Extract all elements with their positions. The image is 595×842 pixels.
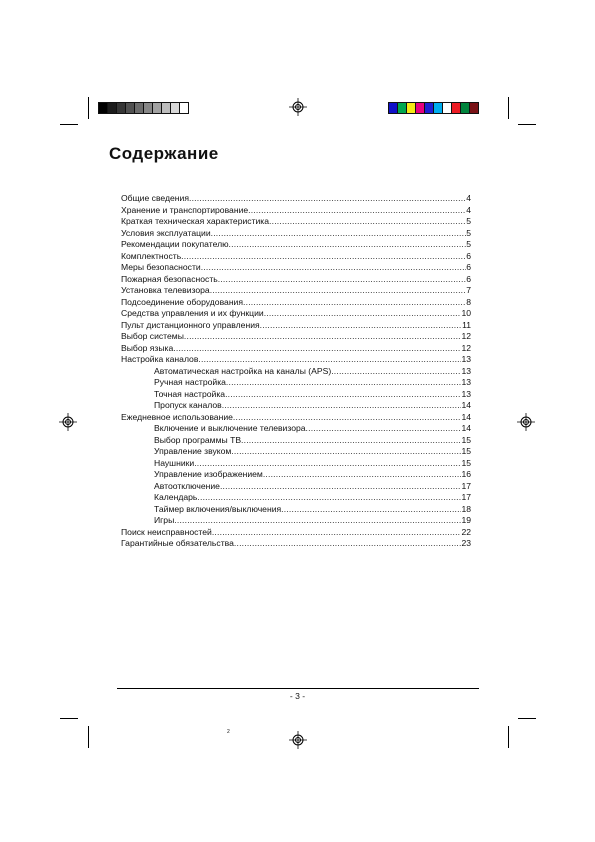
toc-entry-title: Таймер включения/выключения	[154, 503, 282, 514]
toc-entry-title: Общие сведения	[121, 193, 189, 203]
color-swatch	[179, 102, 189, 114]
table-of-contents	[121, 193, 471, 550]
toc-entry[interactable]	[121, 239, 471, 251]
toc-entry[interactable]	[121, 423, 471, 435]
toc-entry[interactable]	[121, 228, 471, 240]
toc-entry-page: 14	[461, 400, 471, 410]
crop-mark	[60, 718, 78, 719]
toc-entry-page: 5	[466, 227, 471, 238]
toc-entry-title: Меры безопасности	[121, 262, 201, 272]
toc-leader-dots	[218, 274, 466, 286]
toc-leader-dots	[231, 446, 461, 458]
crop-mark	[518, 718, 536, 719]
toc-entry[interactable]	[121, 446, 471, 458]
toc-entry-title: Включение и выключение телевизора	[154, 423, 306, 433]
toc-entry-title: Рекомендации покупателю	[121, 239, 229, 249]
crop-mark	[60, 124, 78, 125]
toc-leader-dots	[220, 481, 461, 493]
toc-entry-title: Пропуск каналов	[154, 400, 222, 410]
toc-leader-dots	[243, 297, 466, 309]
toc-entry-title: Наушники	[154, 457, 195, 468]
toc-entry-title: Ежедневное использование	[121, 411, 233, 422]
toc-entry[interactable]	[121, 366, 471, 378]
toc-entry-title: Настройка каналов	[121, 354, 199, 364]
toc-entry[interactable]	[121, 435, 471, 447]
toc-entry[interactable]	[121, 285, 471, 297]
toc-entry-page: 22	[461, 526, 471, 537]
toc-entry-page: 13	[461, 377, 471, 387]
toc-entry[interactable]	[121, 262, 471, 274]
toc-entry[interactable]	[121, 193, 471, 205]
color-control-bar	[388, 102, 478, 114]
toc-entry-page: 11	[462, 319, 471, 330]
toc-leader-dots	[234, 538, 462, 550]
grayscale-color-bar	[98, 102, 188, 114]
toc-entry[interactable]	[121, 216, 471, 228]
toc-entry-page: 12	[461, 342, 471, 353]
toc-leader-dots	[263, 469, 462, 481]
toc-leader-dots	[269, 216, 466, 228]
toc-leader-dots	[210, 285, 467, 297]
toc-entry[interactable]	[121, 343, 471, 355]
toc-entry-title: Автоматическая настройка на каналы (APS)	[154, 365, 332, 376]
toc-leader-dots	[241, 435, 461, 447]
toc-entry-title: Краткая техническая характеристика	[121, 216, 270, 226]
toc-entry[interactable]	[121, 320, 471, 332]
toc-leader-dots	[264, 308, 462, 320]
toc-entry-title: Выбор программы ТВ	[154, 434, 242, 445]
toc-entry[interactable]	[121, 297, 471, 309]
toc-entry-title: Средства управления и их функции	[121, 308, 264, 318]
toc-entry-page: 17	[461, 492, 471, 502]
toc-leader-dots	[306, 423, 462, 435]
toc-entry-page: 7	[466, 285, 471, 295]
toc-entry[interactable]	[121, 469, 471, 481]
toc-entry-page: 23	[461, 538, 471, 548]
toc-entry-page: 13	[461, 354, 471, 364]
toc-entry-title: Точная настройка	[154, 388, 226, 399]
toc-entry[interactable]	[121, 538, 471, 550]
toc-leader-dots	[181, 251, 466, 263]
toc-entry-page: 4	[466, 204, 471, 215]
toc-entry[interactable]	[121, 389, 471, 401]
toc-entry-page: 14	[461, 411, 471, 422]
toc-entry-page: 6	[466, 273, 471, 284]
toc-leader-dots	[331, 366, 461, 378]
toc-entry[interactable]	[121, 205, 471, 217]
toc-entry-page: 6	[466, 262, 471, 272]
toc-entry-title: Выбор системы	[121, 331, 184, 341]
toc-leader-dots	[189, 193, 466, 205]
toc-entry[interactable]	[121, 308, 471, 320]
toc-leader-dots	[222, 400, 462, 412]
toc-entry[interactable]	[121, 377, 471, 389]
toc-entry-title: Поиск неисправностей	[121, 526, 212, 537]
toc-entry-page: 5	[466, 216, 471, 226]
toc-entry-page: 5	[466, 239, 471, 249]
toc-entry-title: Игры	[154, 515, 175, 525]
toc-leader-dots	[225, 389, 461, 401]
toc-leader-dots	[184, 331, 462, 343]
toc-entry[interactable]	[121, 458, 471, 470]
registration-mark-icon	[289, 731, 307, 749]
toc-entry[interactable]	[121, 481, 471, 493]
toc-entry[interactable]	[121, 354, 471, 366]
toc-entry-page: 18	[461, 503, 471, 514]
toc-leader-dots	[211, 228, 467, 240]
page-number: - 3 -	[289, 691, 306, 701]
crop-mark	[88, 726, 89, 748]
toc-entry-title: Установка телевизора	[121, 285, 210, 295]
toc-entry-page: 15	[461, 446, 471, 456]
registration-mark-icon	[517, 413, 535, 431]
toc-entry-title: Управление изображением	[154, 469, 263, 479]
toc-entry-title: Автоотключение	[154, 480, 220, 491]
toc-entry-title: Комплектность	[121, 250, 182, 261]
toc-entry-title: Выбор языка	[121, 342, 174, 353]
toc-entry-page: 14	[461, 423, 471, 433]
page-title: Содержание	[109, 144, 219, 163]
toc-leader-dots	[260, 320, 462, 332]
toc-entry-title: Хранение и транспортирование	[121, 204, 249, 215]
toc-leader-dots	[197, 492, 461, 504]
toc-entry[interactable]	[121, 400, 471, 412]
toc-leader-dots	[248, 205, 466, 217]
toc-entry-page: 8	[466, 296, 471, 307]
toc-entry-title: Календарь	[154, 492, 198, 502]
toc-entry-page: 13	[461, 388, 471, 399]
toc-leader-dots	[174, 515, 461, 527]
crop-mark	[508, 726, 509, 748]
registration-mark-icon	[289, 98, 307, 116]
toc-entry-page: 6	[466, 250, 471, 261]
crop-mark	[508, 97, 509, 119]
toc-entry-page: 12	[461, 331, 471, 341]
toc-entry-page: 10	[461, 308, 471, 318]
toc-entry[interactable]	[121, 274, 471, 286]
toc-entry-page: 15	[461, 457, 471, 468]
toc-entry-page: 19	[461, 515, 471, 525]
toc-entry-page: 15	[461, 434, 471, 445]
toc-leader-dots	[226, 377, 462, 389]
toc-leader-dots	[201, 262, 467, 274]
toc-entry[interactable]	[121, 251, 471, 263]
crop-mark	[518, 124, 536, 125]
toc-leader-dots	[229, 239, 467, 251]
toc-entry-title: Управление звуком	[154, 446, 232, 456]
toc-entry-page: 17	[461, 480, 471, 491]
footer-rule	[117, 688, 479, 689]
toc-entry[interactable]	[121, 492, 471, 504]
toc-entry[interactable]	[121, 527, 471, 539]
toc-entry-page: 16	[461, 469, 471, 479]
toc-entry-title: Гарантийные обязательства	[121, 538, 234, 548]
toc-entry-title: Пожарная безопасность	[121, 273, 218, 284]
toc-entry-title: Условия эксплуатации	[121, 227, 211, 238]
print-mark-text: 2	[227, 729, 230, 735]
toc-leader-dots	[173, 343, 461, 355]
toc-leader-dots	[212, 527, 462, 539]
toc-entry-title: Ручная настройка	[154, 377, 226, 387]
toc-leader-dots	[233, 412, 462, 424]
toc-entry-page: 13	[461, 365, 471, 376]
toc-entry[interactable]	[121, 331, 471, 343]
toc-entry[interactable]	[121, 412, 471, 424]
toc-leader-dots	[194, 458, 461, 470]
toc-entry-page: 4	[466, 193, 471, 203]
toc-leader-dots	[281, 504, 461, 516]
toc-entry[interactable]	[121, 515, 471, 527]
crop-mark	[88, 97, 89, 119]
color-swatch	[469, 102, 479, 114]
registration-mark-icon	[59, 413, 77, 431]
toc-entry-title: Подсоединение оборудования	[121, 296, 244, 307]
toc-leader-dots	[198, 354, 461, 366]
toc-entry[interactable]	[121, 504, 471, 516]
toc-entry-title: Пульт дистанционного управления	[121, 319, 260, 330]
